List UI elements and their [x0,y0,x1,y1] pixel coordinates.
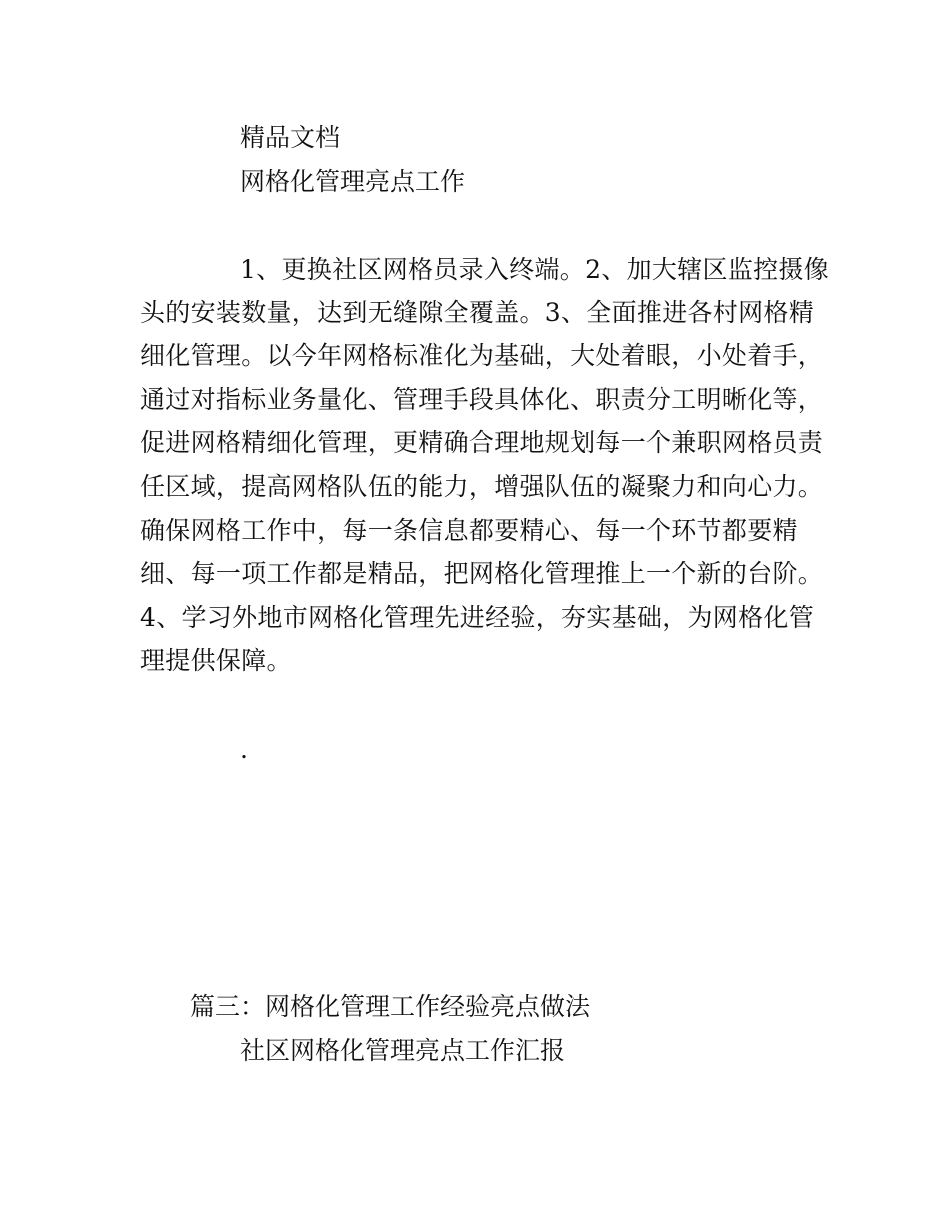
section-subtitle: 社区网格化管理亮点工作汇报 [240,1036,566,1065]
separator-dot: . [240,735,248,764]
body-line: 4、学习外地市网格化管理先进经验，夯实基础，为网格化管 [140,603,815,632]
body-line: 细、每一项工作都是精品，把网格化管理推上一个新的台阶。 [140,559,824,588]
body-line: 任区域，提高网格队伍的能力，增强队伍的凝聚力和向心力。 [140,472,824,501]
body-line: 理提供保障。 [140,646,292,675]
section-heading: 篇三：网格化管理工作经验亮点做法 [190,992,591,1021]
watermark-label: 精品文档 [240,123,341,152]
body-line: 头的安装数量，达到无缝隙全覆盖。3、全面推进各村网格精 [140,298,815,327]
body-line: 通过对指标业务量化、管理手段具体化、职责分工明晰化等， [140,385,824,414]
document-title: 网格化管理亮点工作 [240,167,466,196]
body-line: 1、更换社区网格员录入终端。2、加大辖区监控摄像 [240,255,830,284]
body-line: 确保网格工作中，每一条信息都要精心、每一个环节都要精 [140,516,798,545]
body-line: 细化管理。以今年网格标准化为基础，大处着眼，小处着手， [140,341,824,370]
body-line: 促进网格精细化管理，更精确合理地规划每一个兼职网格员责 [140,428,824,457]
